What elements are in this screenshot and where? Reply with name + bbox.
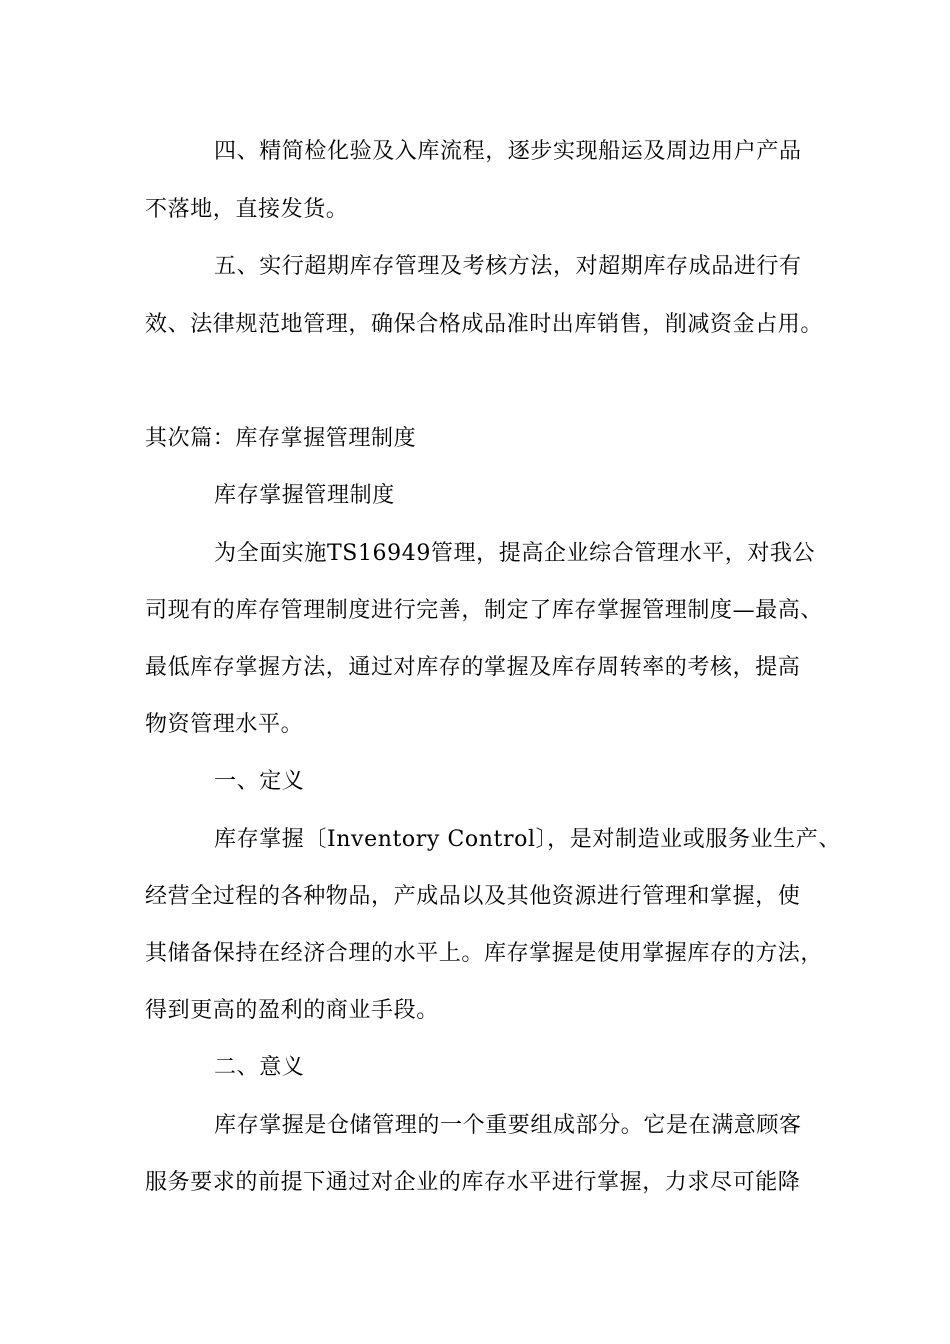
intro-line-3: 最低库存掌握方法，通过对库存的掌握及库存周转率的考核，提高: [145, 655, 801, 680]
definition-line-3: 其储备保持在经济合理的水平上。库存掌握是使用掌握库存的方法，: [145, 941, 824, 966]
paragraph-5-line-2: 效、法律规范地管理，确保合格成品准时出库销售，削减资金占用。: [145, 312, 824, 337]
paragraph-4-line-2: 不落地，直接发货。: [145, 197, 349, 222]
section-title: 库存掌握管理制度: [214, 483, 395, 508]
intro-line-2: 司现有的库存管理制度进行完善，制定了库存掌握管理制度—最高、: [145, 598, 824, 623]
chapter-heading: 其次篇：库存掌握管理制度: [145, 426, 417, 451]
intro-line-1: 为全面实施TS16949管理，提高企业综合管理水平，对我公: [214, 541, 816, 566]
heading-significance: 二、意义: [214, 1055, 305, 1080]
definition-line-4: 得到更高的盈利的商业手段。: [145, 998, 439, 1023]
paragraph-4-line-1: 四、精简检化验及入库流程，逐步实现船运及周边用户产品: [214, 139, 802, 164]
definition-line-1: 库存掌握〔Inventory Control〕，是对制造业或服务业生产、: [214, 827, 841, 852]
significance-line-2: 服务要求的前提下通过对企业的库存水平进行掌握，力求尽可能降: [145, 1170, 801, 1195]
heading-definition: 一、定义: [214, 769, 305, 794]
intro-line-4: 物资管理水平。: [145, 712, 304, 737]
significance-line-1: 库存掌握是仓储管理的一个重要组成部分。它是在满意顾客: [214, 1113, 802, 1138]
paragraph-5-line-1: 五、实行超期库存管理及考核方法，对超期库存成品进行有: [214, 254, 802, 279]
definition-line-2: 经营全过程的各种物品，产成品以及其他资源进行管理和掌握，使: [145, 884, 801, 909]
